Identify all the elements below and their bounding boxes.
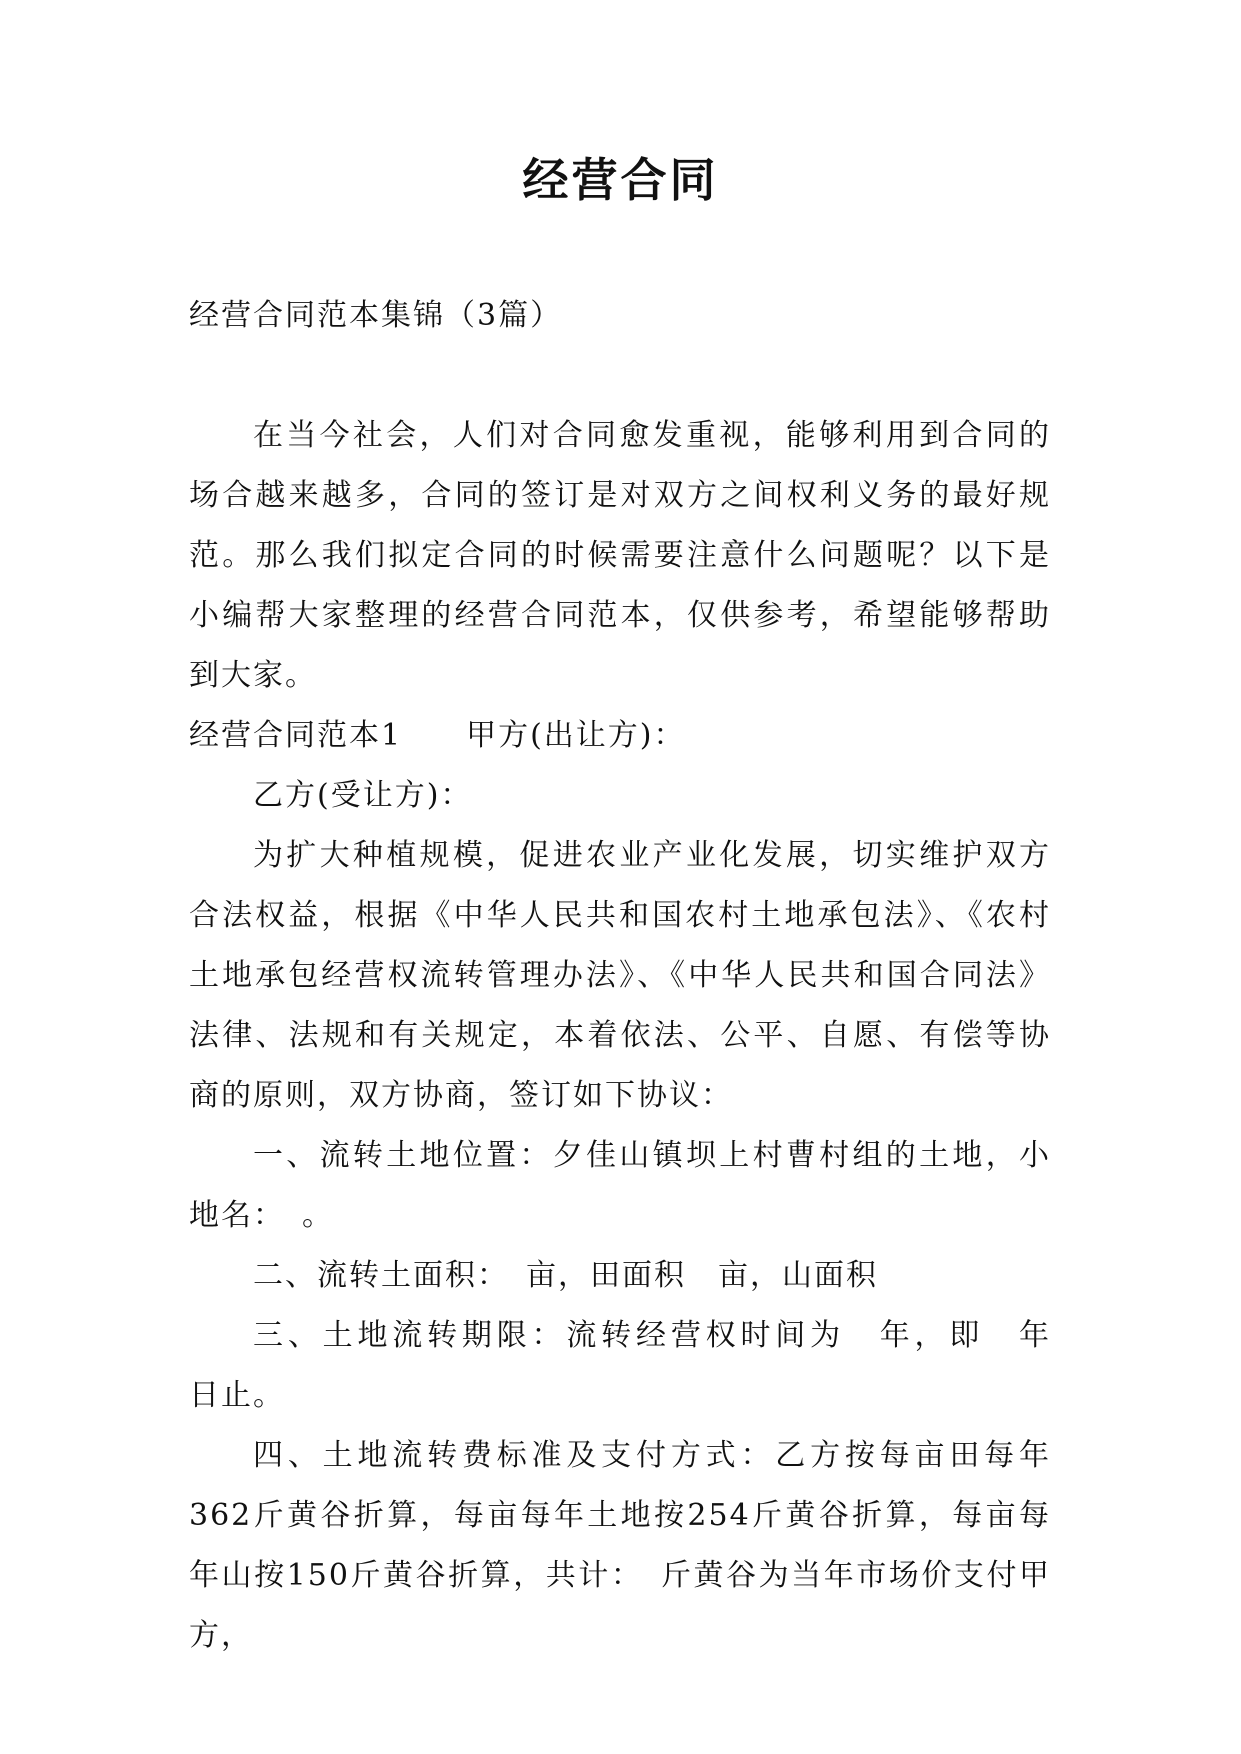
clause-4: 四、土地流转费标准及支付方式：乙方按每亩田每年362斤黄谷折算，每亩每年土地按254斤黄谷折算，每亩每年山按150斤黄谷折算，共计： 斤黄谷为当年市场价支付甲方，	[189, 1438, 1051, 1653]
party-b-label: 乙方(受让方)：	[253, 778, 473, 813]
section-heading-line	[189, 706, 1051, 766]
clause-1: 一、流转土地位置：夕佳山镇坝上村曹村组的土地，小地名： 。	[189, 1138, 1051, 1233]
section-heading: 经营合同范本1	[189, 718, 403, 753]
clause-3: 三、土地流转期限：流转经营权时间为 年，即 年 日止。	[189, 1318, 1083, 1413]
document-title: 经营合同	[522, 153, 719, 207]
party-a-label: 甲方(出让方)：	[466, 718, 686, 753]
intro-paragraph: 在当今社会，人们对合同愈发重视，能够利用到合同的场合越来越多，合同的签订是对双方之间权利义务的最好规范。那么我们拟定合同的时候需要注意什么问题呢？以下是小编帮大家整理的经营合同范本，仅供参考，希望能够帮助到大家。	[189, 418, 1051, 693]
preamble-paragraph: 为扩大种植规模，促进农业产业化发展，切实维护双方合法权益，根据《中华人民共和国农村土地承包法》、《农村土地承包经营权流转管理办法》、《中华人民共和国合同法》法律、法规和有关规定，本着依法、公平、自愿、有偿等协商的原则，双方协商，签订如下协议：	[189, 838, 1051, 1113]
clause-2: 二、流转土面积： 亩，田面积 亩，山面积	[253, 1258, 878, 1293]
document-subtitle: 经营合同范本集锦（3篇）	[189, 298, 563, 333]
document-body	[189, 286, 1083, 1666]
